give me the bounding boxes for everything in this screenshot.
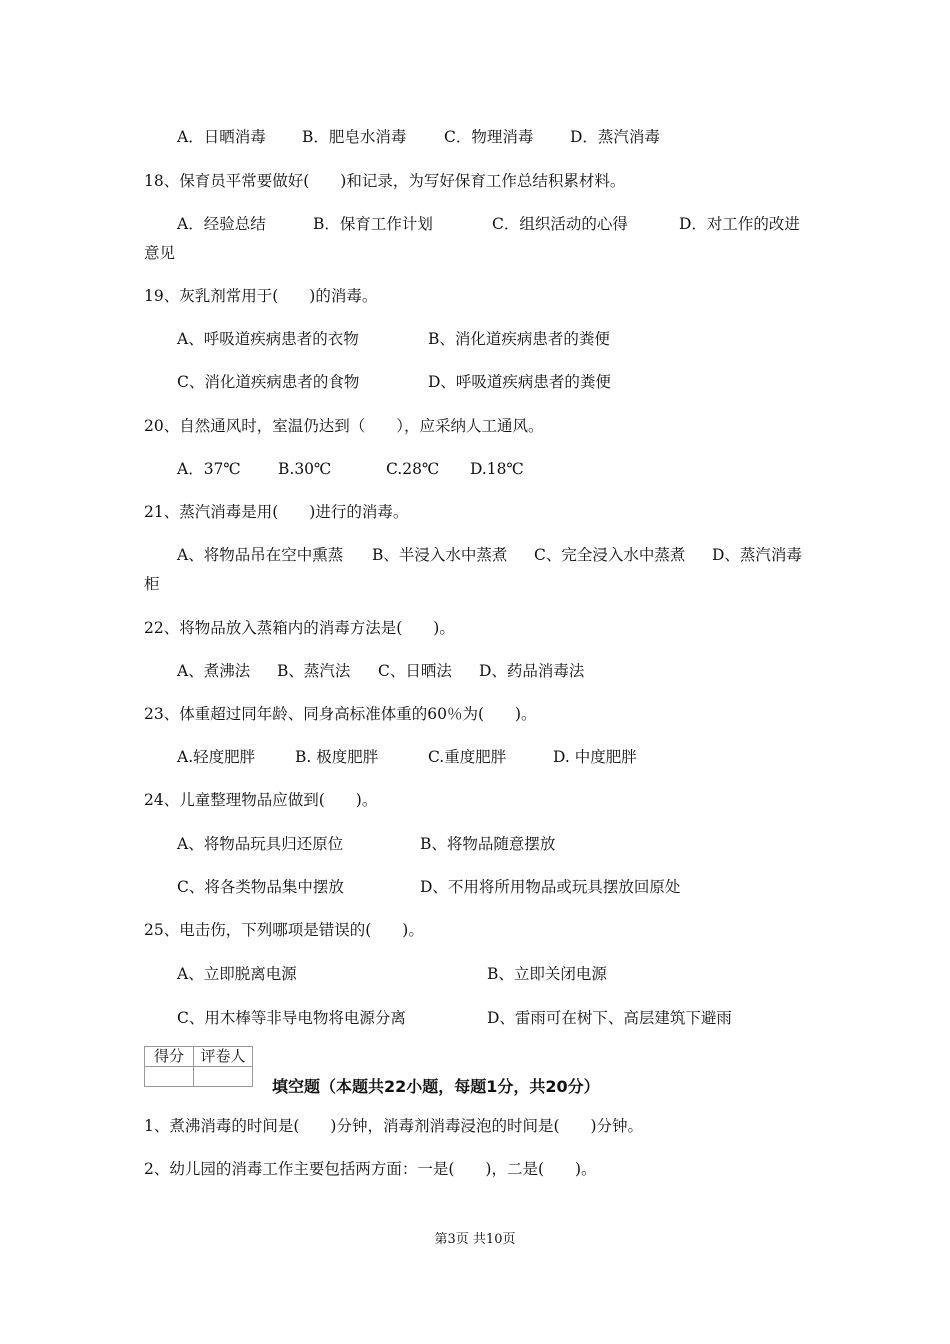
q18-option-wrap: 意见 [144,244,176,262]
fill-q2: 2、幼儿园的消毒工作主要包括两方面：一是( )，二是( )。 [144,1160,597,1178]
q22-option-d: D、药品消毒法 [479,662,585,680]
q18-option-c: C．组织活动的心得 [492,215,628,233]
q20-option-a: A．37℃ [177,460,241,478]
q18-option-d: D．对工作的改进 [679,215,800,233]
score-cell[interactable] [145,1067,194,1087]
q25-option-c: C、用木棒等非导电物将电源分离 [177,1009,406,1027]
grader-label: 评卷人 [194,1047,253,1067]
q21-option-c: C、完全浸入水中蒸煮 [534,546,686,564]
q17-option-c: C．物理消毒 [444,128,534,146]
q25-stem: 25、电击伤，下列哪项是错误的( )。 [144,921,424,939]
score-label: 得分 [145,1047,194,1067]
q19-option-b: B、消化道疾病患者的粪便 [428,330,610,348]
q21-option-a: A、将物品吊在空中熏蒸 [177,546,344,564]
q19-stem: 19、灰乳剂常用于( )的消毒。 [144,287,378,305]
q21-option-b: B、半浸入水中蒸煮 [372,546,508,564]
grader-cell[interactable] [194,1067,253,1087]
score-box-blank-row [145,1067,253,1087]
q21-stem: 21、蒸汽消毒是用( )进行的消毒。 [144,503,409,521]
q24-option-c: C、将各类物品集中摆放 [177,878,344,896]
q23-option-d: D. 中度肥胖 [553,748,637,766]
q21-option-wrap: 柜 [144,575,160,593]
q20-stem: 20、自然通风时，室温仍达到（ ），应采纳人工通风。 [144,417,544,435]
q21-option-d: D、蒸汽消毒 [712,546,802,564]
q25-option-d: D、雷雨可在树下、高层建筑下避雨 [487,1009,732,1027]
q20-option-b: B.30℃ [278,460,332,478]
q20-option-d: D.18℃ [470,460,524,478]
q17-option-b: B．肥皂水消毒 [302,128,407,146]
q23-stem: 23、体重超过同年龄、同身高标准体重的60％为( )。 [144,705,537,723]
q22-option-b: B、蒸汽法 [277,662,351,680]
q17-option-a: A．日晒消毒 [177,128,266,146]
q24-option-a: A、将物品玩具归还原位 [177,835,344,853]
q22-option-c: C、日晒法 [378,662,452,680]
q24-stem: 24、儿童整理物品应做到( )。 [144,791,378,809]
page-number: 第3页 共10页 [434,1232,516,1247]
score-box [144,1046,253,1087]
q23-option-b: B. 极度肥胖 [295,748,379,766]
section-title: 填空题（本题共22小题，每题1分，共20分） [272,1077,600,1096]
fill-q1: 1、煮沸消毒的时间是( )分钟，消毒剂消毒浸泡的时间是( )分钟。 [144,1117,644,1135]
q24-option-d: D、不用将所用物品或玩具摆放回原处 [420,878,681,896]
q19-option-c: C、消化道疾病患者的食物 [177,373,360,391]
q24-option-b: B、将物品随意摆放 [420,835,556,853]
q19-option-d: D、呼吸道疾病患者的粪便 [428,373,611,391]
q22-option-a: A、煮沸法 [177,662,251,680]
q17-option-d: D．蒸汽消毒 [570,128,660,146]
q20-option-c: C.28℃ [386,460,440,478]
score-box-header [145,1047,253,1067]
q19-option-a: A、呼吸道疾病患者的衣物 [177,330,359,348]
q23-option-c: C.重度肥胖 [428,748,507,766]
q25-option-b: B、立即关闭电源 [487,965,607,983]
q18-option-b: B．保育工作计划 [313,215,433,233]
q23-option-a: A.轻度肥胖 [177,748,256,766]
q22-stem: 22、将物品放入蒸箱内的消毒方法是( )。 [144,619,455,637]
q25-option-a: A、立即脱离电源 [177,965,297,983]
q18-option-a: A．经验总结 [177,215,266,233]
q18-stem: 18、保育员平常要做好( )和记录，为写好保育工作总结积累材料。 [144,172,626,190]
